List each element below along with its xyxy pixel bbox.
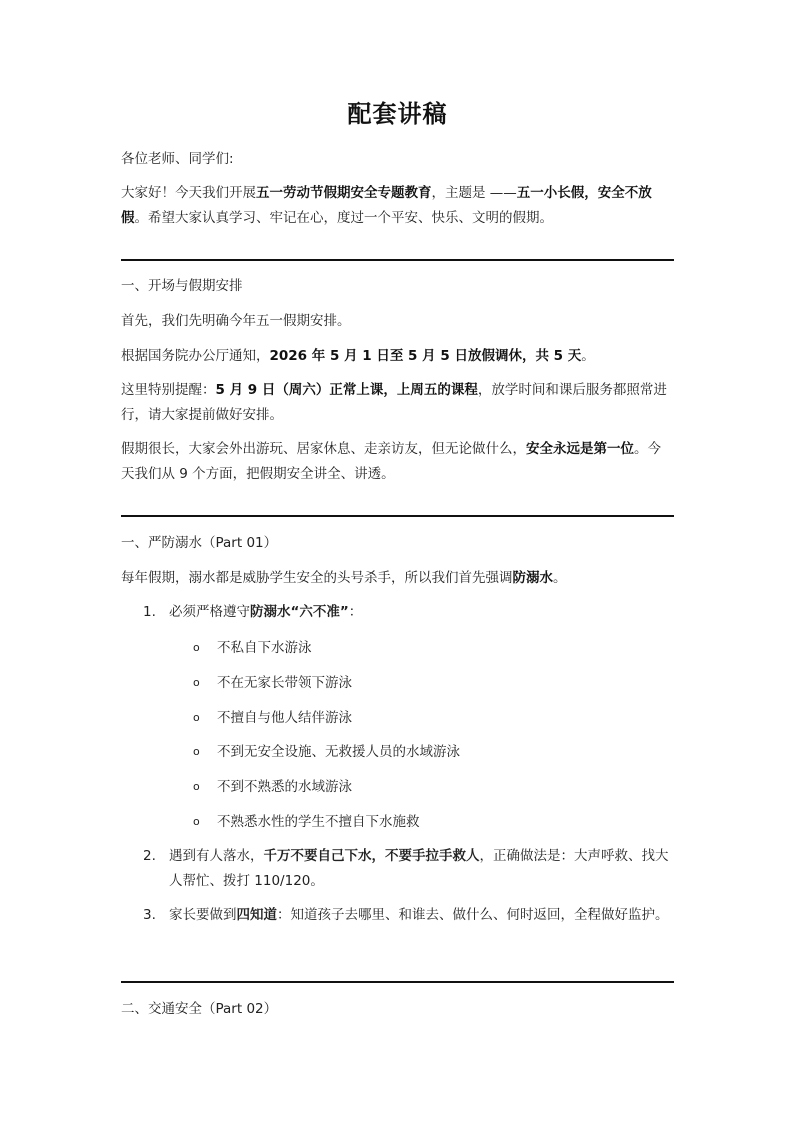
- divider: [121, 259, 674, 261]
- divider: [121, 515, 674, 517]
- greeting: 各位老师、同学们:: [121, 151, 234, 167]
- list-item: [169, 903, 674, 928]
- item-1-text-1: 必须严格遵守: [169, 604, 250, 620]
- bullet-marker: o: [193, 815, 200, 828]
- intro-paragraph: [121, 181, 674, 231]
- intro-bold-theme: 五一小长假，安全不放假: [121, 185, 652, 226]
- bullet-marker: o: [193, 745, 200, 758]
- page-title: 配套讲稿: [347, 100, 448, 128]
- opening-p3-text-2: ，放学时间和课后服务都照常进行，请大家提前做好安排。: [121, 382, 667, 423]
- opening-p2-text-2: 。: [581, 348, 595, 364]
- item-2-text-2: ，正确做法是：大声呼救、找大人帮忙、拨打 110/120。: [169, 848, 669, 889]
- bullet-marker: o: [193, 711, 200, 724]
- water-intro-text-2: 。: [553, 570, 567, 586]
- item-2-bold: 千万不要自己下水，不要手拉手救人: [263, 848, 480, 864]
- opening-p3-bold: 5 月 9 日（周六）正常上课，上周五的课程: [215, 382, 478, 398]
- opening-p2-text-1: 根据国务院办公厅通知，: [121, 348, 270, 364]
- opening-paragraph-3: [121, 378, 674, 428]
- water-intro-paragraph: [121, 566, 674, 591]
- opening-paragraph-2: [121, 344, 674, 369]
- sub-list-item: 不私自下水游泳: [217, 640, 312, 656]
- intro-text-1: 大家好！今天我们开展: [121, 185, 256, 201]
- bullet-marker: o: [193, 780, 200, 793]
- sub-list-item: 不到无安全设施、无救援人员的水域游泳: [217, 744, 460, 760]
- sub-list-item: 不熟悉水性的学生不擅自下水施救: [217, 814, 420, 830]
- opening-p4-text-1: 假期很长，大家会外出游玩、居家休息、走亲访友，但无论做什么，: [121, 441, 526, 457]
- list-item-number: 1.: [143, 604, 156, 620]
- item-3-text-2: ：知道孩子去哪里、和谁去、做什么、何时返回，全程做好监护。: [277, 907, 669, 923]
- section-heading-opening: 一、开场与假期安排: [121, 278, 243, 294]
- list-item: [169, 600, 674, 625]
- list-item: [169, 844, 674, 894]
- intro-text-3: 。希望大家认真学习、牢记在心，度过一个平安、快乐、文明的假期。: [134, 210, 553, 226]
- item-2-text-1: 遇到有人落水，: [169, 848, 264, 864]
- section-heading-traffic: 二、交通安全（Part 02）: [121, 1001, 278, 1017]
- section-heading-water: 一、严防溺水（Part 01）: [121, 535, 278, 551]
- item-1-text-2: ：: [348, 604, 363, 620]
- opening-p2-bold: 2026 年 5 月 1 日至 5 月 5 日放假调休，共 5 天: [269, 348, 582, 364]
- water-intro-bold: 防溺水: [512, 570, 553, 586]
- opening-p3-text-1: 这里特别提醒：: [121, 382, 216, 398]
- item-3-bold: 四知道: [236, 907, 277, 923]
- list-item-number: 2.: [143, 848, 156, 864]
- opening-p4-text-2: 。今天我们从 9 个方面，把假期安全讲全、讲透。: [121, 441, 661, 482]
- water-intro-text-1: 每年假期，溺水都是威胁学生安全的头号杀手，所以我们首先强调: [121, 570, 513, 586]
- divider: [121, 981, 674, 983]
- sub-list-item: 不到不熟悉的水域游泳: [217, 779, 352, 795]
- list-item-number: 3.: [143, 907, 156, 923]
- sub-list-item: 不在无家长带领下游泳: [217, 675, 352, 691]
- sub-list-item: 不擅自与他人结伴游泳: [217, 710, 352, 726]
- item-1-bold: 防溺水“六不准”: [250, 604, 349, 620]
- opening-paragraph-4: [121, 437, 674, 487]
- intro-bold-topic: 五一劳动节假期安全专题教育: [256, 185, 432, 201]
- opening-p4-bold: 安全永远是第一位: [526, 441, 634, 457]
- bullet-marker: o: [193, 641, 200, 654]
- intro-text-2: ，主题是 ——: [431, 185, 517, 201]
- opening-paragraph-1: 首先，我们先明确今年五一假期安排。: [121, 313, 351, 329]
- bullet-marker: o: [193, 676, 200, 689]
- item-3-text-1: 家长要做到: [169, 907, 237, 923]
